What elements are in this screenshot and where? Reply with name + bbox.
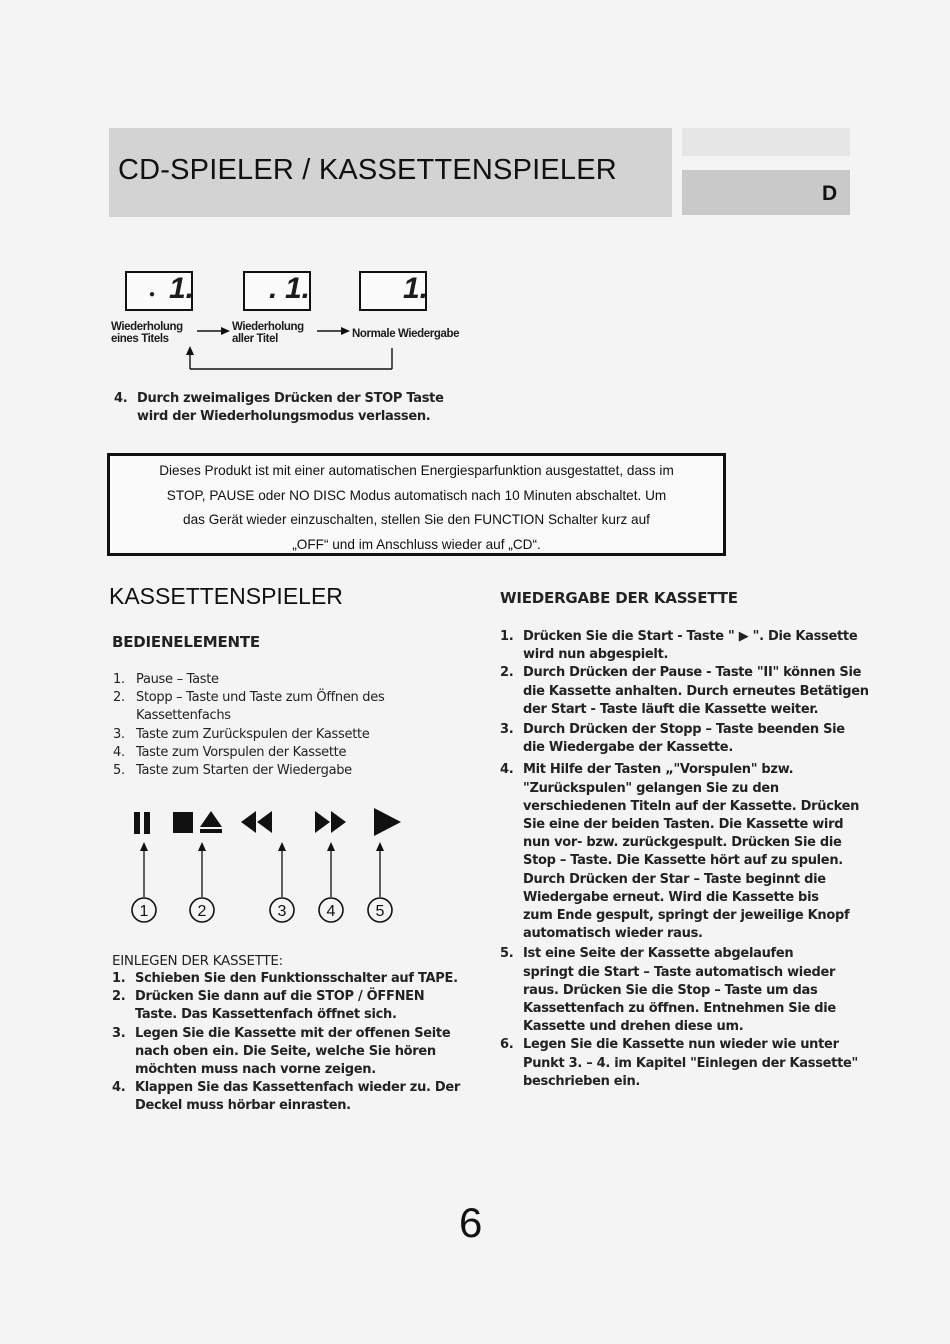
fast-forward-icon (315, 811, 346, 833)
display-repeat-one (125, 271, 193, 311)
insert-steps-list: 1. Schieben Sie den Funktionsschalter auf TAPE. 2. Drücken Sie dann auf die STOP / ÖFFNEN Taste. Das Kassettenfach öffnet sich. 3. Legen Sie die Kassette mit der offenen Seite nach oben ein. Die Seite, welche Sie hören möchten muss nach vorne zeigen. 4. Klappen Sie das Kassettenfach wieder zu. Der Deckel muss hörbar einrasten. (112, 971, 461, 1114)
display-normal (359, 271, 427, 311)
insert-heading: EINLEGEN DER KASSETTE: (112, 953, 283, 969)
callout-number: 5 (375, 903, 385, 920)
display-digit: 1. (403, 272, 429, 305)
play-icon (374, 808, 401, 836)
playback-heading: WIEDERGABE DER KASSETTE (500, 589, 738, 607)
controls-heading: BEDIENELEMENTE (112, 633, 260, 651)
repeat-dot-icon: ● (149, 289, 156, 300)
controls-list: 1. Pause – Taste 2. Stopp – Taste und Taste zum Öffnen des Kassettenfachs 3. Taste zum Zurückspulen der Kassette 4. Taste zum Vorspulen der Kassette 5. Taste zum Starten der Wiedergabe (113, 672, 385, 779)
repeat-flow-arrows (100, 310, 500, 380)
callout-number: 3 (277, 903, 287, 920)
display-digit: 1. (285, 272, 311, 305)
display-digit: 1. (169, 272, 195, 305)
callout-number: 1 (139, 903, 149, 920)
display-repeat-all (243, 271, 311, 311)
callout-number: 4 (326, 903, 336, 920)
notice-line: Dieses Produkt ist mit einer automatischen Energiesparfunktion ausgestattet, dass im (159, 463, 674, 478)
page-number: 6 (459, 1199, 483, 1246)
cd-step-4: 4. Durch zweimaliges Drücken der STOP Taste wird der Wiederholungsmodus verlassen. (114, 391, 444, 425)
playback-steps-list: 1. Drücken Sie die Start - Taste " ▶ ". Die Kassette wird nun abgespielt. 2. Durch Drücken der Pause - Taste "II" können Sie die Kassette anhalten. Durch erneutes Betätigen der Start - Taste läuft die Kassette weiter. 3. Durch Drücken der Stopp – Taste beenden Sie die Wiedergabe der Kassette. 4. Mit Hilfe der Tasten „"Vorspulen" bzw. "Zurückspulen" gelangen Sie zu den verschiedenen Titeln auf der Kassette. Drücken Sie eine der beiden Tasten. Die Kassette wird nun vor- bzw. zurückgespult. Drücken Sie die Stop – Taste. Die Kassette hört auf zu spulen. Durch Drücken der Star – Taste beginnt die Wiedergabe erneut. Wird die Kassette bis zum Ende gespult, springt der jeweilige Knopf automatisch wieder raus. 5. Ist eine Seite der Kassette abgelaufen springt die Start – Taste automatisch wieder raus. Drücken Sie die Stop – Taste um das Kassettenfach zu öffnen. Entnehmen Sie die Kassette und drehen diese um. 6. Legen Sie die Kassette nun wieder wie unter Punkt 3. – 4. im Kapitel "Einlegen der Kassette" beschrieben ein. (500, 629, 869, 1089)
stop-icon (173, 812, 193, 833)
display-dot: . (269, 272, 278, 305)
cassette-buttons-diagram (120, 798, 420, 933)
eject-icon (200, 811, 222, 833)
rewind-icon (241, 811, 272, 833)
notice-line: das Gerät wieder einzuschalten, stellen Sie den FUNCTION Schalter kurz auf (183, 512, 650, 527)
notice-line: „OFF“ und im Anschluss wieder auf „CD“. (292, 536, 541, 552)
page-title: CD-SPIELER / KASSETTENSPIELER (118, 154, 617, 186)
energy-saving-notice (107, 453, 726, 556)
header-side-tab-top (682, 128, 850, 156)
notice-line: STOP, PAUSE oder NO DISC Modus automatisch nach 10 Minuten abschaltet. Um (166, 487, 667, 503)
label-normal-playback: Normale Wiedergabe (352, 328, 460, 340)
label-repeat-one: Wiederholung eines Titels (111, 321, 183, 345)
label-repeat-all: Wiederholung aller Titel (232, 321, 304, 345)
callout-number: 2 (197, 903, 207, 920)
pause-icon (134, 812, 150, 834)
language-marker: D (822, 182, 838, 205)
section-title-cassette: KASSETTENSPIELER (109, 583, 343, 609)
